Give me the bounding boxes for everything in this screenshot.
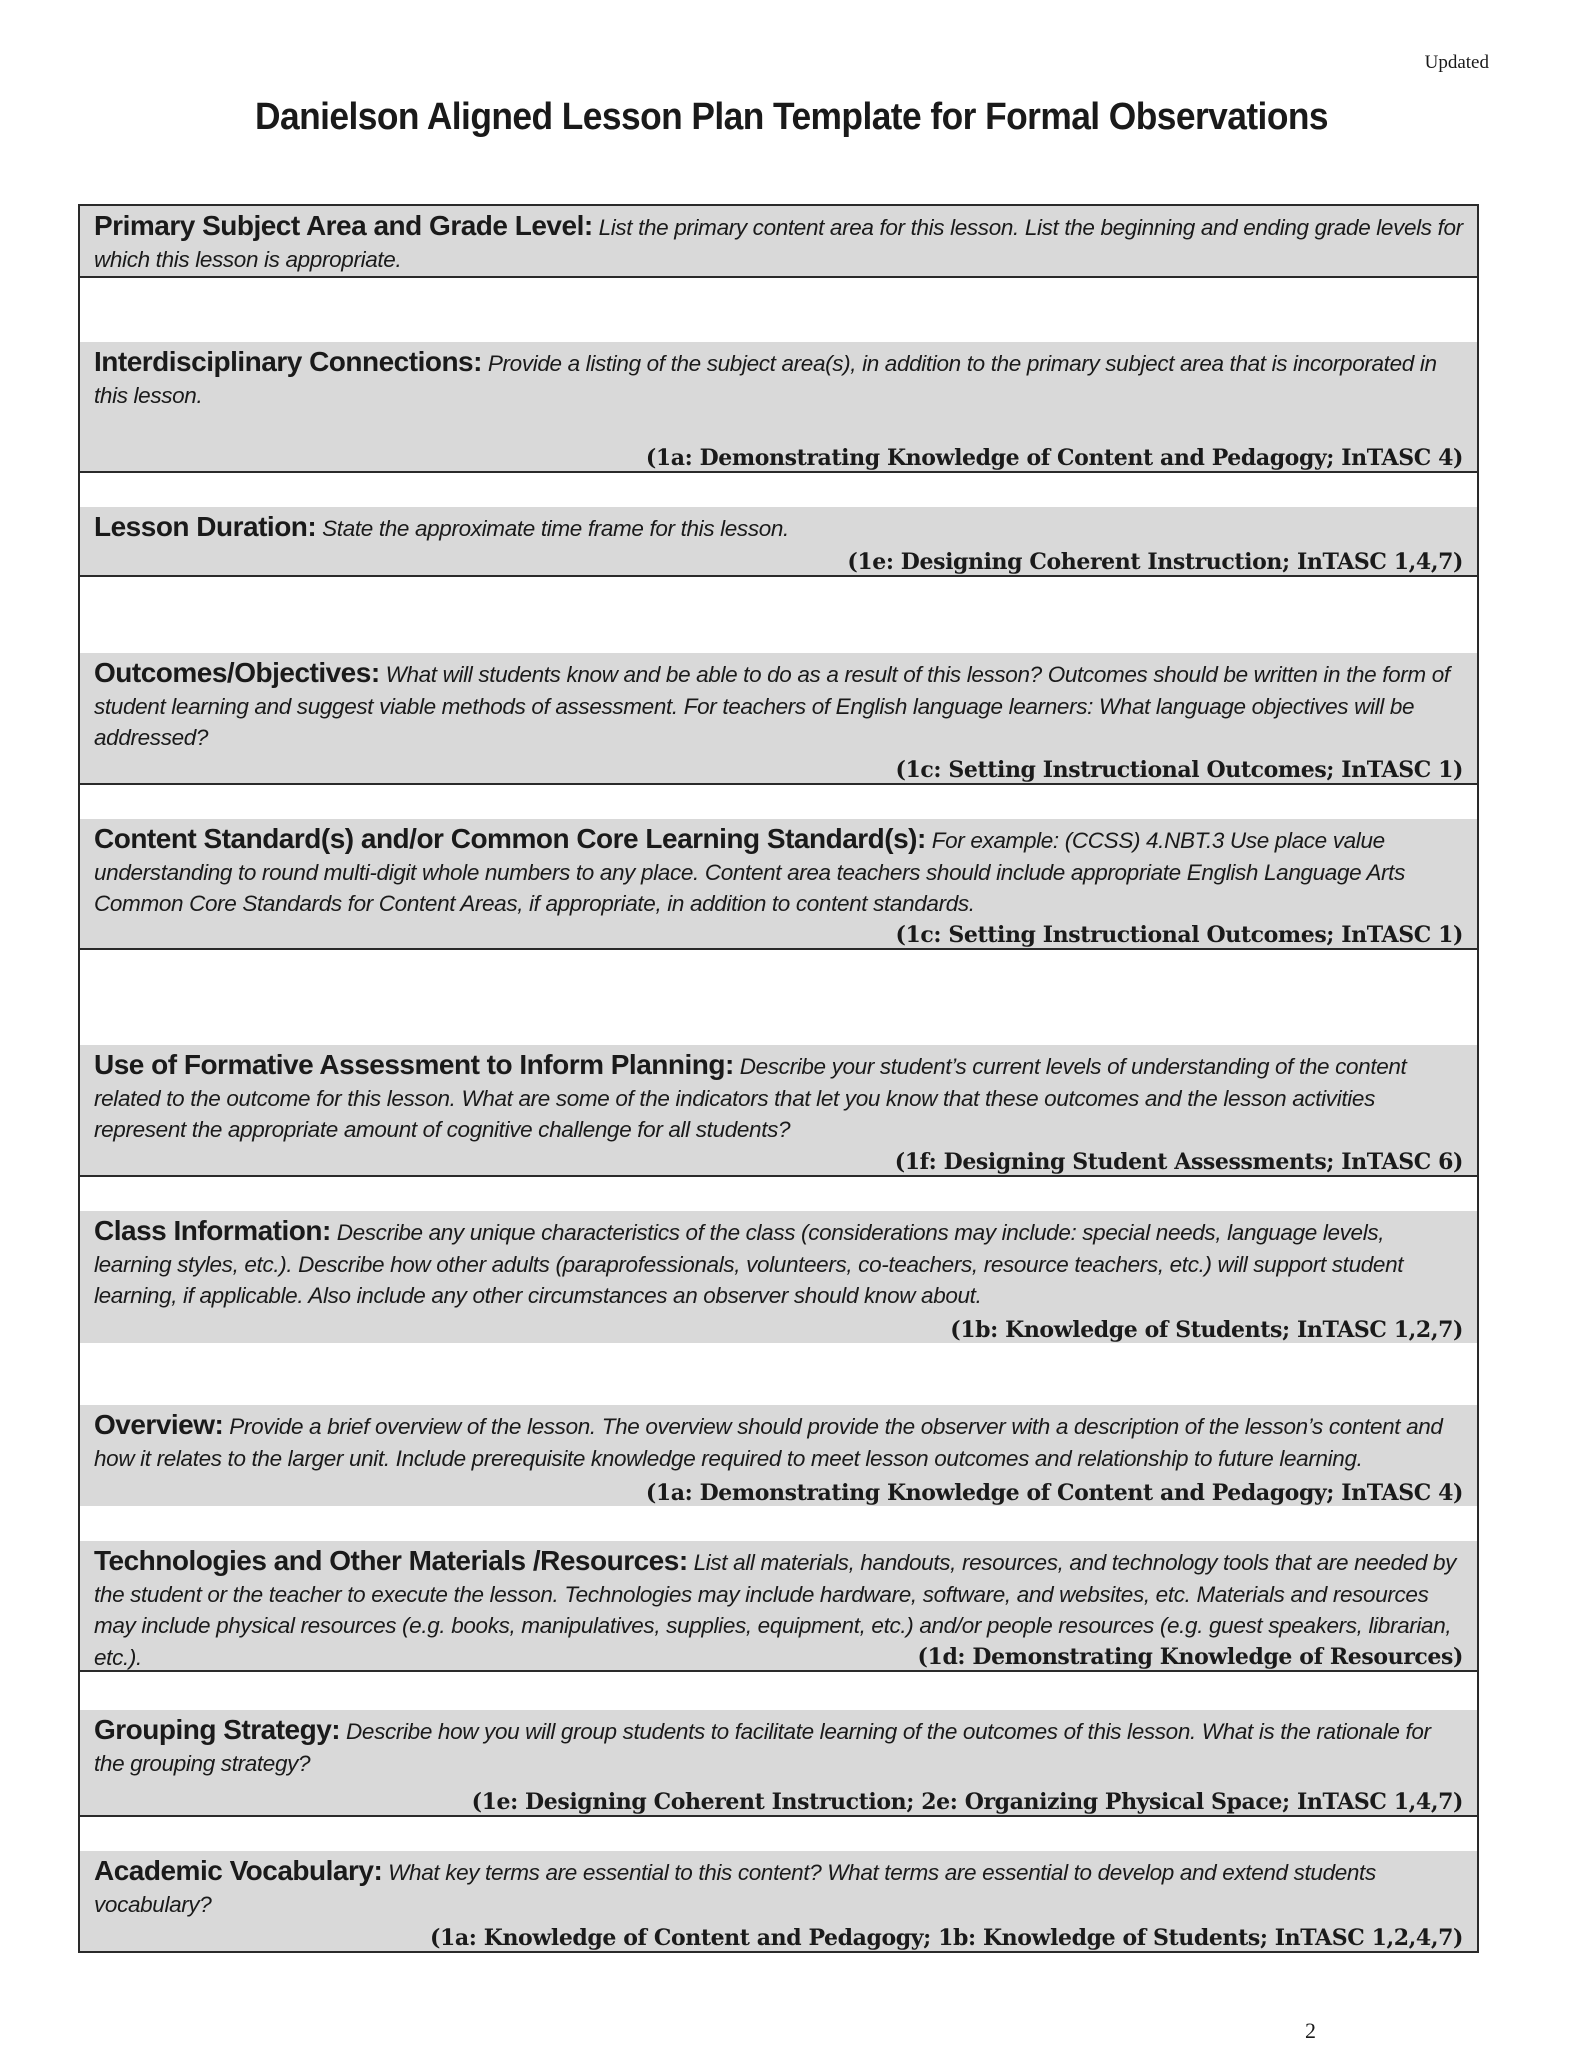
section-label: Grouping Strategy: [94, 1714, 341, 1745]
section-description: State the approximate time frame for this lesson. [322, 516, 789, 541]
section-description: Provide a listing of the subject area(s), in addition to the primary subject area that is incorporated in this lesson. [94, 351, 1437, 408]
section-label: Content Standard(s) and/or Common Core Learning Standard(s): [94, 823, 926, 854]
section-description: Describe your student’s current levels of understanding of the content related to the outcome for this lesson. What are some of the indicators that let you know that these outcomes and the lesson activities represent the appropriate amount of cognitive challenge for all students? [94, 1054, 1407, 1142]
section-overview [80, 1405, 1477, 1506]
lesson-plan-table [78, 204, 1479, 1953]
response-field-content-standards[interactable] [80, 950, 1477, 1045]
response-field-interdisciplinary[interactable] [80, 473, 1477, 507]
response-field-class-information[interactable] [80, 1343, 1477, 1405]
section-label: Outcomes/Objectives: [94, 657, 380, 688]
section-label: Use of Formative Assessment to Inform Planning: [94, 1049, 734, 1080]
section-header [94, 1409, 1463, 1474]
section-header [94, 210, 1463, 275]
section-description: Describe how you will group students to facilitate learning of the outcomes of this lesson. What is the rationale for the grouping strategy? [94, 1719, 1431, 1776]
section-header [94, 1049, 1463, 1146]
section-lesson-duration [80, 507, 1477, 577]
response-field-lesson-duration[interactable] [80, 577, 1477, 653]
section-reference: (1a: Demonstrating Knowledge of Content and Pedagogy; InTASC 4) [645, 445, 1463, 471]
section-description: What key terms are essential to this content? What terms are essential to develop and extend students vocabulary? [94, 1860, 1376, 1917]
response-field-technologies[interactable] [80, 1672, 1477, 1710]
section-header [94, 511, 1463, 545]
section-grouping-strategy [80, 1710, 1477, 1817]
section-description: For example: (CCSS) 4.NBT.3 Use place value understanding to round multi-digit whole numbers to any place. Content area teachers should include appropriate English Language Arts Common Core Standards for Content Areas, if appropriate, in addition to content standards. [94, 828, 1405, 916]
page-title: Danielson Aligned Lesson Plan Template for Formal Observations [255, 96, 1328, 138]
updated-label: Updated [1424, 52, 1489, 73]
section-technologies [80, 1541, 1477, 1672]
section-reference: (1b: Knowledge of Students; InTASC 1,2,7) [950, 1317, 1463, 1343]
section-label: Primary Subject Area and Grade Level: [94, 210, 593, 241]
section-label: Interdisciplinary Connections: [94, 346, 482, 377]
section-label: Class Information: [94, 1215, 331, 1246]
response-field-formative-assessment[interactable] [80, 1177, 1477, 1211]
section-label: Technologies and Other Materials /Resources: [94, 1545, 688, 1576]
section-description: List all materials, handouts, resources, and technology tools that are needed by the student or the teacher to execute the lesson. Technologies may include hardware, software, and websites, etc. Materials and resources may include physical resources (e.g. books, manipulatives, supplies, equipment, etc.) and/or people resources (e.g. guest speakers, librarian, etc.). [94, 1550, 1457, 1670]
response-field-overview[interactable] [80, 1506, 1477, 1541]
section-header [94, 1855, 1463, 1920]
section-content-standards [80, 819, 1477, 950]
response-field-grouping-strategy[interactable] [80, 1817, 1477, 1851]
section-description: Describe any unique characteristics of the class (considerations may include: special needs, language levels, learning styles, etc.). Describe how other adults (paraprofessionals, volunteers, co-teachers, resource teachers, etc.) will support student learning, if applicable. Also include any other circumstances an observer should know about. [94, 1220, 1404, 1308]
section-academic-vocabulary [80, 1851, 1477, 1951]
section-label: Lesson Duration: [94, 511, 317, 542]
section-class-information [80, 1211, 1477, 1343]
section-reference: (1a: Knowledge of Content and Pedagogy; 1b: Knowledge of Students; InTASC 1,2,4,7) [429, 1925, 1463, 1951]
section-reference: (1a: Demonstrating Knowledge of Content and Pedagogy; InTASC 4) [645, 1480, 1463, 1506]
section-header [94, 1215, 1463, 1312]
response-field-primary-subject[interactable] [80, 278, 1477, 342]
section-outcomes [80, 653, 1477, 785]
section-reference: (1e: Designing Coherent Instruction; 2e: Organizing Physical Space; InTASC 1,4,7) [471, 1789, 1463, 1815]
section-reference: (1f: Designing Student Assessments; InTASC 6) [894, 1149, 1463, 1175]
section-description: What will students know and be able to do as a result of this lesson? Outcomes should be written in the form of student learning and suggest viable methods of assessment. For teachers of English language learners: What language objectives will be addressed? [94, 662, 1450, 750]
section-header [94, 657, 1463, 754]
section-reference: (1c: Setting Instructional Outcomes; InTASC 1) [895, 757, 1463, 783]
section-formative-assessment [80, 1045, 1477, 1177]
section-header [94, 1714, 1463, 1779]
section-description: List the primary content area for this lesson. List the beginning and ending grade levels for which this lesson is appropriate. [94, 215, 1463, 272]
section-reference: (1d: Demonstrating Knowledge of Resources) [917, 1644, 1463, 1670]
response-field-outcomes[interactable] [80, 785, 1477, 819]
section-primary-subject [80, 206, 1477, 278]
section-header [94, 346, 1463, 411]
page-number: 2 [1305, 2018, 1316, 2043]
section-header [94, 823, 1463, 920]
section-reference: (1e: Designing Coherent Instruction; InTASC 1,4,7) [847, 549, 1463, 575]
section-label: Overview: [94, 1409, 224, 1440]
section-label: Academic Vocabulary: [94, 1855, 383, 1886]
section-reference: (1c: Setting Instructional Outcomes; InTASC 1) [895, 922, 1463, 948]
section-interdisciplinary [80, 342, 1477, 473]
section-description: Provide a brief overview of the lesson. The overview should provide the observer with a description of the lesson’s content and how it relates to the larger unit. Include prerequisite knowledge required to meet lesson outcomes and relationship to future learning. [94, 1414, 1443, 1471]
